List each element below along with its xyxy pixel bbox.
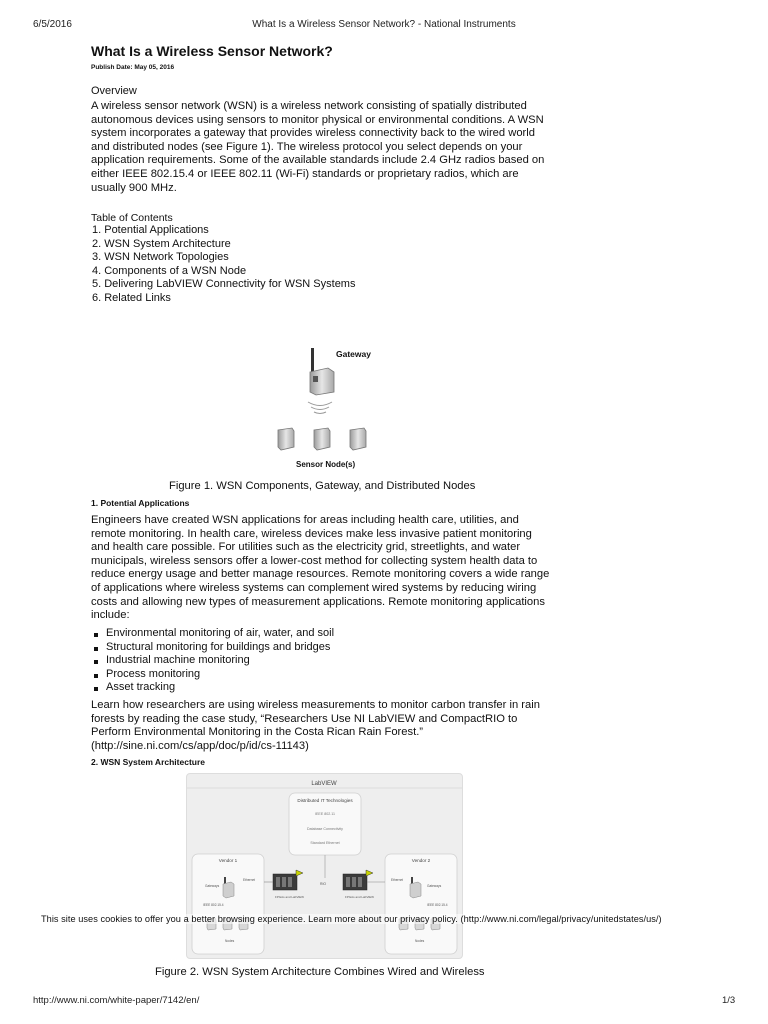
gateway-label: Gateway (336, 349, 371, 359)
wireless-signal-icon (308, 402, 332, 414)
figure-1-diagram (270, 340, 400, 475)
svg-text:Distributed IT Technologies: Distributed IT Technologies (297, 798, 353, 803)
svg-text:IEEE 802.11: IEEE 802.11 (315, 812, 335, 816)
footer-url[interactable]: http://www.ni.com/white-paper/7142/en/ (33, 995, 200, 1006)
cookie-banner-text[interactable]: This site uses cookies to offer you a better browsing experience. Learn more about our privacy policy. (http://www.ni.com/legal/privacy/unitedstates/us/) (41, 914, 662, 924)
sensor-nodes-label: Sensor Node(s) (296, 460, 356, 469)
case-study-paragraph (91, 699, 561, 753)
text-line: autonomous devices using sensors to monitor physical or environmental conditions. A WSN (91, 113, 544, 126)
applications-list (92, 627, 334, 695)
svg-text:Vendor 1: Vendor 1 (218, 858, 238, 863)
figure-2-diagram (186, 773, 463, 959)
article-title: What Is a Wireless Sensor Network? (91, 43, 333, 59)
toc-link-potential-applications[interactable]: 1. Potential Applications (92, 224, 209, 236)
list-item: Industrial machine monitoring (92, 654, 334, 668)
fpga-hardware-right-icon (343, 870, 374, 899)
text-line: application requirements. Some of the available standards include 2.4 GHz radios based on (91, 154, 545, 167)
text-line: Learn how researchers are using wireless measurements to monitor carbon transfer in rain (91, 699, 540, 711)
text-line: and distributed nodes (see Figure 1). The wireless protocol you select depends on your (91, 140, 523, 153)
svg-text:Gateways: Gateways (427, 884, 442, 888)
toc-link-related-links[interactable]: 6. Related Links (92, 291, 171, 304)
text-line: reduce energy usage and better manage resources. Remote monitoring covers a wide range (91, 568, 550, 581)
svg-text:IEEE 802.15.4: IEEE 802.15.4 (427, 903, 448, 907)
svg-text:Ethernet: Ethernet (391, 878, 404, 882)
text-line: of applications where wireless systems can complement wired systems by reducing wiring (91, 581, 537, 594)
list-item: Structural monitoring for buildings and bridges (92, 641, 334, 655)
it-technologies-box (289, 793, 361, 855)
svg-text:Ethernet: Ethernet (243, 878, 256, 882)
toc-link-system-architecture[interactable]: 2. WSN System Architecture (92, 237, 231, 250)
text-line: remote monitoring. In health care, wireless devices make less invasive patient monitoring (91, 527, 532, 540)
svg-text:Standard Ethernet: Standard Ethernet (310, 841, 340, 845)
architecture-svg (187, 774, 462, 958)
svg-text:IEEE 802.15.4: IEEE 802.15.4 (203, 903, 224, 907)
toc-link-node-components[interactable]: 4. Components of a WSN Node (92, 264, 247, 277)
rio-label: RIO (320, 882, 327, 886)
publish-date: Publish Date: May 05, 2016 (91, 64, 175, 71)
list-item: Asset tracking (92, 681, 334, 695)
section-1-paragraph (91, 514, 561, 623)
overview-paragraph (91, 100, 561, 195)
figure-1-caption: Figure 1. WSN Components, Gateway, and Distributed Nodes (169, 480, 476, 492)
text-line: Engineers have created WSN applications for areas including health care, utilities, and (91, 514, 519, 526)
labview-label: LabVIEW (311, 781, 337, 787)
svg-text:Nodes: Nodes (415, 939, 425, 943)
svg-text:Gateways: Gateways (205, 884, 220, 888)
svg-text:FPGAs and LabVIEW: FPGAs and LabVIEW (345, 895, 375, 899)
vendor-1-panel (192, 854, 264, 954)
text-line: usually 900 MHz. (91, 181, 177, 194)
text-line: forests by reading the case study, “Researchers Use NI LabVIEW and CompactRIO to (91, 712, 518, 725)
text-line: Perform Environmental Monitoring in the Costa Rican Rain Forest.” (91, 726, 424, 739)
svg-text:Vendor 2: Vendor 2 (411, 858, 431, 863)
sensor-node-icon (278, 428, 366, 450)
text-line: costs and allowing new types of measurement applications. Remote monitoring applications (91, 595, 545, 608)
toc-link-labview-connectivity[interactable]: 5. Delivering LabVIEW Connectivity for WSN Systems (92, 278, 356, 291)
vendor-2-panel (385, 854, 457, 954)
svg-text:Nodes: Nodes (225, 939, 235, 943)
text-line: either IEEE 802.15.4 or IEEE 802.11 (Wi-Fi) standards or proprietary radios, which are (91, 167, 519, 180)
text-line: A wireless sensor network (WSN) is a wireless network consisting of spatially distributed (91, 100, 527, 112)
gateway-device-icon (310, 348, 334, 395)
text-line: include: (91, 609, 130, 622)
svg-text:FPGAs and LabVIEW: FPGAs and LabVIEW (275, 895, 305, 899)
section-1-heading: 1. Potential Applications (91, 498, 190, 508)
list-item: Environmental monitoring of air, water, and soil (92, 627, 334, 641)
section-2-heading: 2. WSN System Architecture (91, 757, 205, 767)
case-study-link[interactable]: (http://sine.ni.com/cs/app/doc/p/id/cs-11143) (91, 739, 309, 752)
fpga-hardware-left-icon (273, 870, 304, 899)
text-line: and health care possible. For utilities such as the electricity grid, streetlights, and water (91, 541, 521, 554)
list-item: Process monitoring (92, 668, 334, 682)
text-line: system incorporates a gateway that provides wireless connectivity back to the wired world (91, 127, 535, 140)
page-number: 1/3 (722, 995, 736, 1006)
toc-link-network-topologies[interactable]: 3. WSN Network Topologies (92, 251, 229, 264)
toc-title: Table of Contents (91, 212, 173, 224)
print-page-title: What Is a Wireless Sensor Network? - National Instruments (252, 19, 516, 30)
print-date: 6/5/2016 (33, 19, 72, 30)
overview-heading: Overview (91, 85, 137, 97)
table-of-contents (91, 224, 561, 306)
svg-text:Database Connectivity: Database Connectivity (307, 827, 343, 831)
text-line: municipals, wireless sensors offer a lower-cost method for collecting system health data to (91, 554, 538, 567)
figure-2-caption: Figure 2. WSN System Architecture Combines Wired and Wireless (155, 966, 485, 978)
